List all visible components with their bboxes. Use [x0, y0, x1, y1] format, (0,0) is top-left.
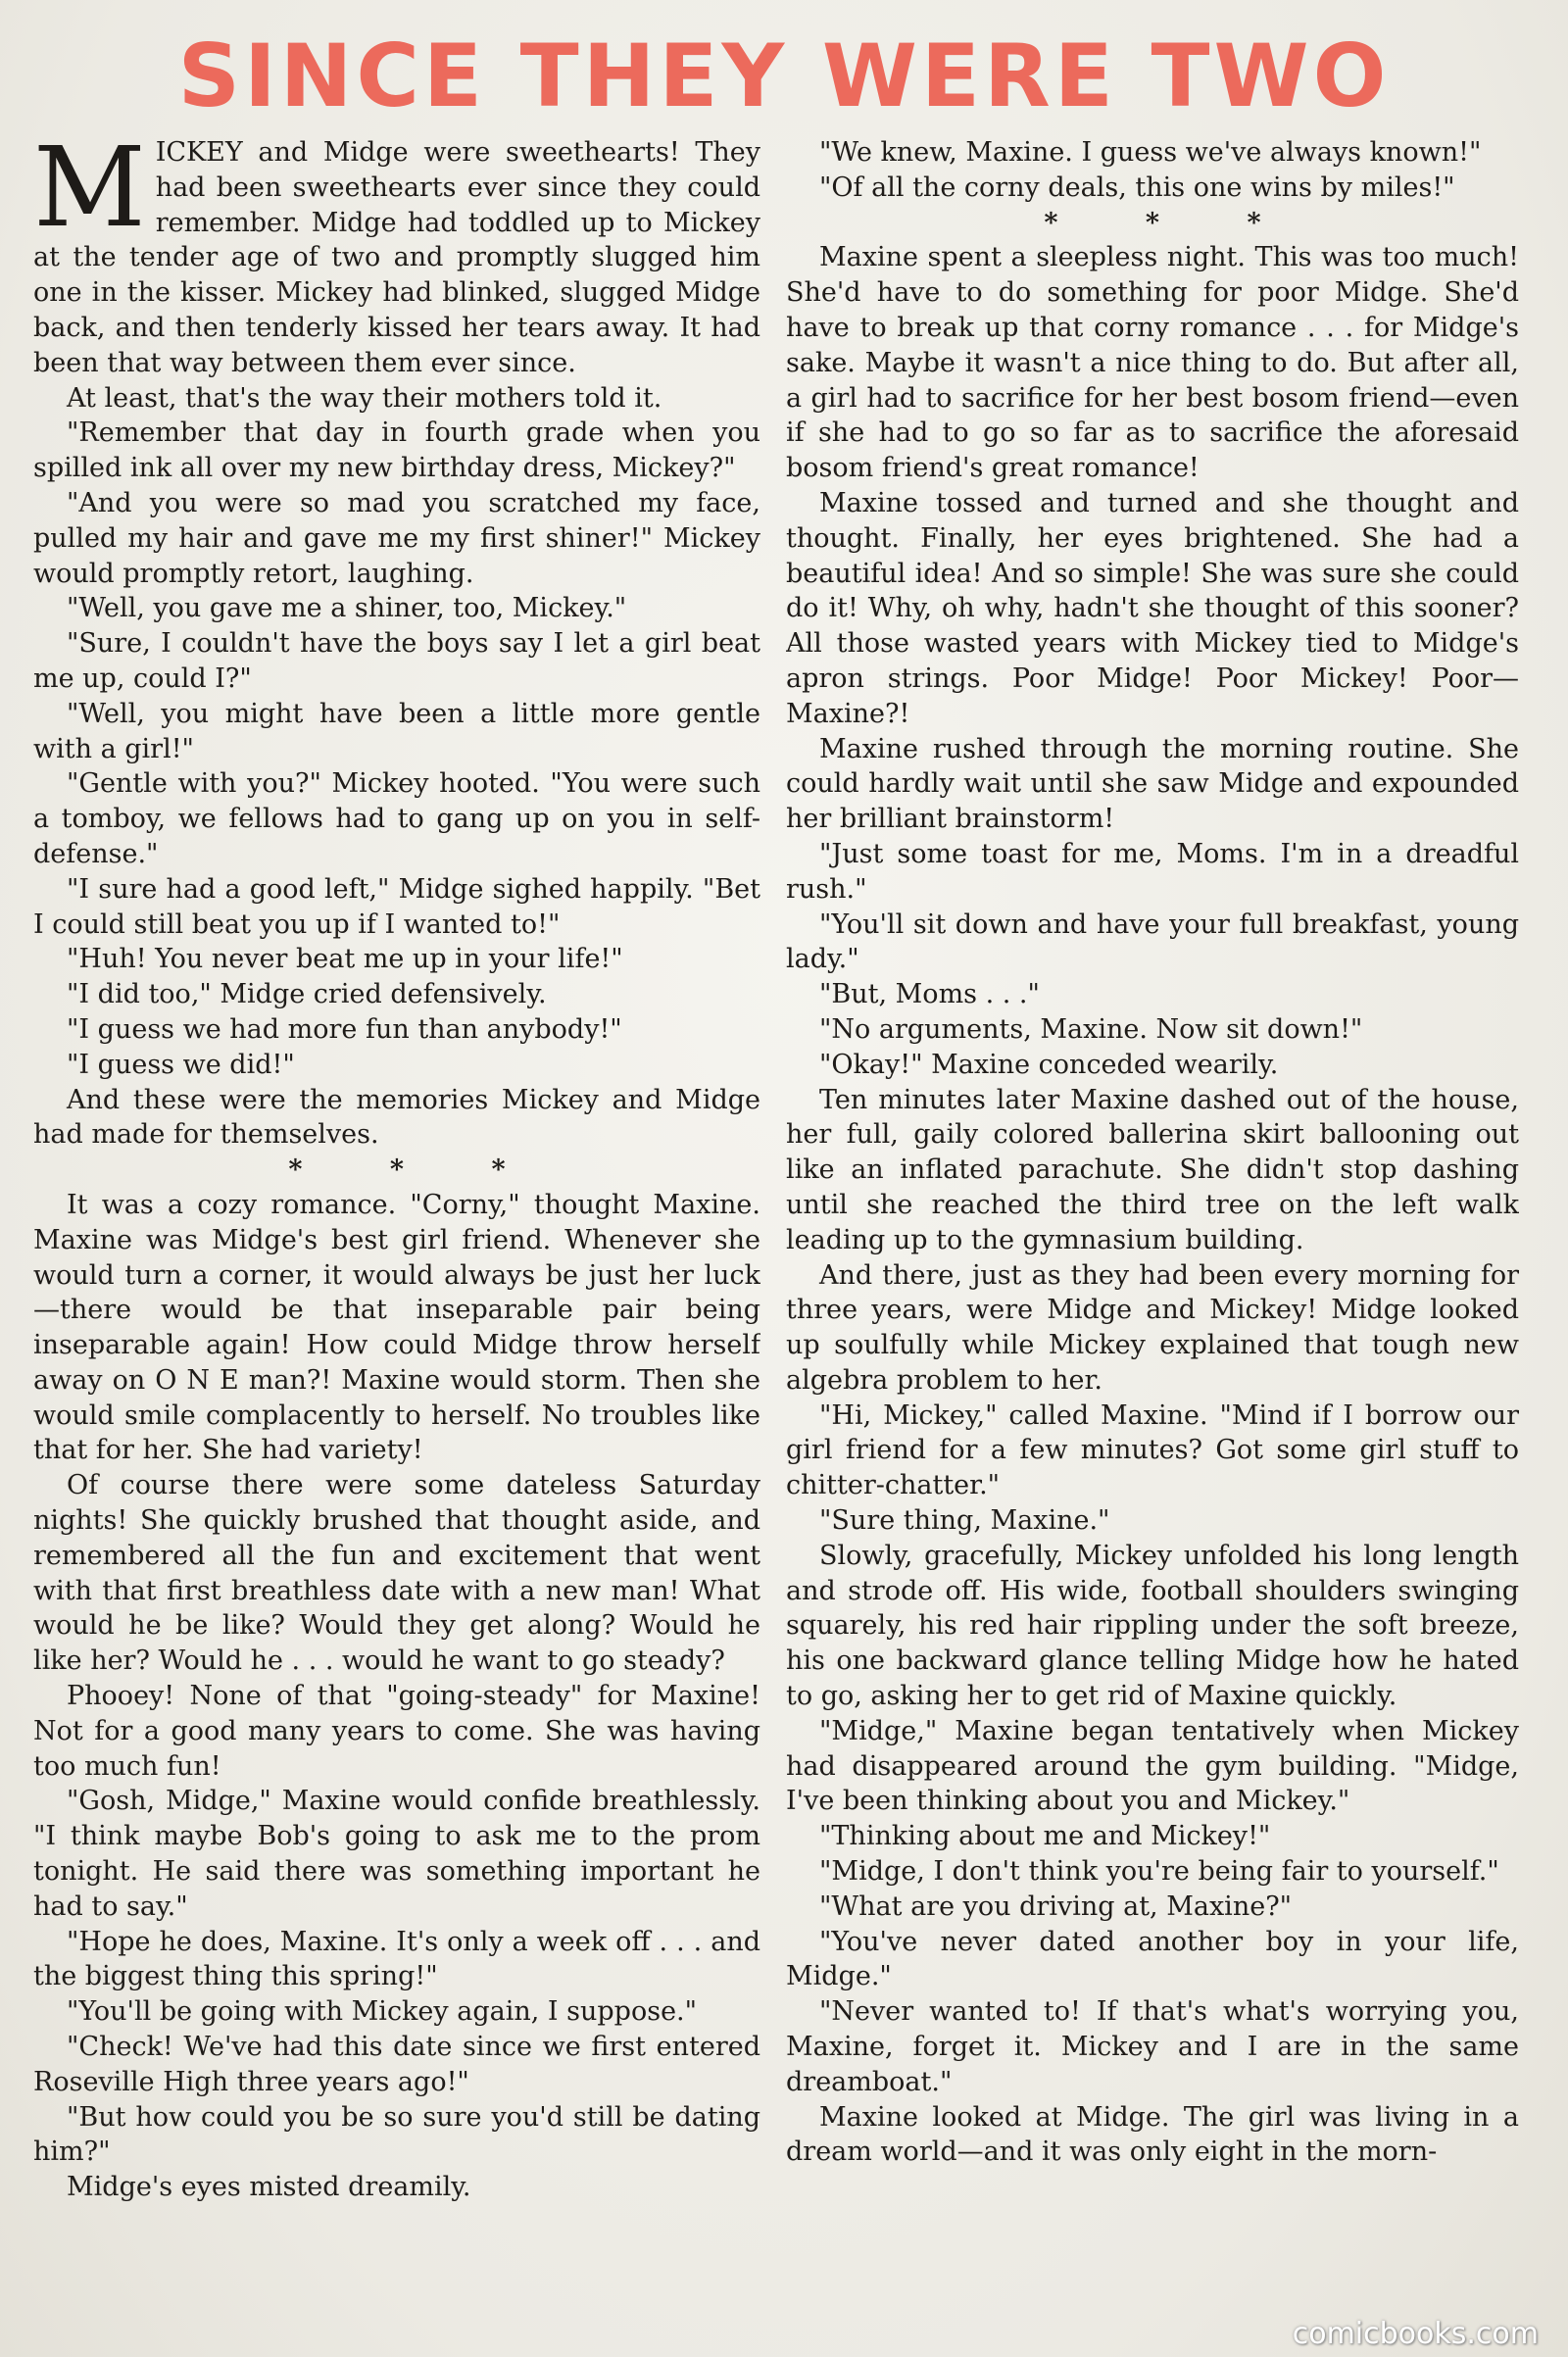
paragraph: "But how could you be so sure you'd still be dating him?" — [33, 2101, 760, 2168]
right-column — [786, 135, 1519, 2316]
first-paragraph-text: ICKEY and Midge were sweethearts! They had been sweethearts ever since they could remember. Midge had toddled up to Mickey at the tender age of two and promptly slugged him one in the kisser. Mickey had blinked, slugged Midge back, and then tenderly kissed her tears away. It had been that way between them ever since. — [33, 137, 760, 378]
section-separator: * * * — [288, 1154, 545, 1186]
paragraph: "Check! We've had this date since we first entered Roseville High three years ago!" — [33, 2032, 760, 2097]
paragraph: And there, just as they had been every morning for three years, were Midge and Mickey! Midge looked up soulfully while Mickey explained that tough new algebra problem to her. — [786, 1259, 1519, 1396]
paragraph: "Sure, I couldn't have the boys say I let a girl beat me up, could I?" — [33, 628, 760, 694]
paragraph: Maxine spent a sleepless night. This was too much! She'd have to do something for poor Midge. She'd have to break up that corny romance . . . for Midge's sake. Maybe it wasn't a nice thing to do. But after all, a girl had to sacrifice for her best bosom friend—even if she had to go so far as to sacrifice the aforesaid bosom friend's great romance! — [786, 242, 1519, 484]
first-paragraph — [33, 135, 760, 381]
section-separator: * * * — [1044, 207, 1300, 238]
paragraph: "Never wanted to! If that's what's worrying you, Maxine, forget it. Mickey and I are in the same dreamboat." — [786, 1996, 1519, 2097]
paragraph: "Sure thing, Maxine." — [819, 1505, 1110, 1537]
story-title: SINCE THEY WERE TWO — [177, 25, 1391, 126]
site-watermark: comicbooks.com — [1292, 2317, 1539, 2351]
paragraph: "And you were so mad you scratched my face, pulled my hair and gave me my first shiner!" Mickey would promptly retort, laughing. — [33, 487, 760, 589]
paragraph: Maxine tossed and turned and she thought and thought. Finally, her eyes brightened. She had a beautiful idea! And so simple! She was sure she could do it! Why, oh why, hadn't she thought of this sooner? All those wasted years with Mickey tied to Midge's apron strings. Poor Midge! Poor Mickey! Poor—Maxine?! — [786, 487, 1519, 729]
paragraph: "You'll be going with Mickey again, I suppose." — [67, 1996, 698, 2028]
paragraph: "I guess we had more fun than anybody!" — [67, 1013, 622, 1045]
paragraph: "You'll sit down and have your full breakfast, young lady." — [786, 908, 1519, 975]
paragraph: "Thinking about me and Mickey!" — [819, 1821, 1271, 1852]
paragraph: "I guess we did!" — [67, 1049, 295, 1080]
paragraph: "Remember that day in fourth grade when you spilled ink all over my new birthday dress, Mickey?" — [33, 417, 760, 484]
paragraph: Midge's eyes misted dreamily. — [67, 2172, 471, 2203]
paragraph: "We knew, Maxine. I guess we've always known!" — [819, 137, 1482, 168]
drop-cap: M — [33, 135, 146, 252]
paragraph: It was a cozy romance. "Corny," thought Maxine. Maxine was Midge's best girl friend. Whenever she would turn a corner, it would always be just her luck—there would be that inseparable pair being inseparable again! How could Midge throw herself away on O N E man?! Maxine would storm. Then she would smile complacently to herself. No troubles like that for her. She had variety! — [33, 1189, 760, 1466]
paragraph: "Midge, I don't think you're being fair to yourself." — [819, 1856, 1499, 1888]
paragraph: "Hi, Mickey," called Maxine. "Mind if I borrow our girl friend for a few minutes? Got some girl stuff to chitter-chatter." — [786, 1399, 1519, 1501]
paragraph: "Midge," Maxine began tentatively when Mickey had disappeared around the gym building. "Midge, I've been thinking about you and Mickey." — [786, 1715, 1519, 1817]
paragraph: "Of all the corny deals, this one wins by miles!" — [819, 172, 1455, 203]
paragraph: Of course there were some dateless Saturday nights! She quickly brushed that thought aside, and remembered all the fun and excitement that went with that first breathless date with a new man! What would he be like? Would they get along? Would he like her? Would he . . . would he want to go steady? — [33, 1470, 760, 1677]
paragraph: "Hope he does, Maxine. It's only a week off . . . and the biggest thing this spring!" — [33, 1926, 760, 1992]
paragraph: "I sure had a good left," Midge sighed happily. "Bet I could still beat you up if I wanted to!" — [33, 873, 760, 940]
paragraph: Maxine looked at Midge. The girl was living in a dream world—and it was only eight in the morn- — [786, 2101, 1519, 2168]
paragraph: "Gosh, Midge," Maxine would confide breathlessly. "I think maybe Bob's going to ask me to the prom tonight. He said there was something important he had to say." — [33, 1786, 760, 1922]
paragraph: "Well, you might have been a little more gentle with a girl!" — [33, 698, 760, 764]
paragraph: "But, Moms . . ." — [819, 979, 1040, 1010]
paragraph: At least, that's the way their mothers told it. — [67, 382, 662, 414]
paragraph: "You've never dated another boy in your life, Midge." — [786, 1926, 1519, 1992]
paragraph: Phooey! None of that "going-steady" for Maxine! Not for a good many years to come. She was having too much fun! — [33, 1681, 760, 1782]
paragraph: "No arguments, Maxine. Now sit down!" — [819, 1013, 1363, 1045]
paragraph: And these were the memories Mickey and Midge had made for themselves. — [33, 1084, 760, 1151]
paragraph: Ten minutes later Maxine dashed out of the house, her full, gaily colored ballerina skirt ballooning out like an inflated parachute. She didn't stop dashing until she reached the third tree on the left walk leading up to the gymnasium building. — [786, 1084, 1519, 1255]
paragraph: Maxine rushed through the morning routine. She could hardly wait until she saw Midge and expounded her brilliant brainstorm! — [786, 733, 1519, 835]
left-column — [33, 135, 760, 2316]
paragraph: "Okay!" Maxine conceded wearily. — [819, 1049, 1279, 1080]
paragraph: "I did too," Midge cried defensively. — [67, 979, 547, 1010]
paragraph: "Gentle with you?" Mickey hooted. "You were such a tomboy, we fellows had to gang up on you in self-defense." — [33, 768, 760, 869]
paragraph: "Huh! You never beat me up in your life!" — [67, 944, 623, 975]
paragraph: "Just some toast for me, Moms. I'm in a dreadful rush." — [786, 838, 1519, 905]
paragraph: "What are you driving at, Maxine?" — [819, 1891, 1293, 1922]
paragraph: Slowly, gracefully, Mickey unfolded his long length and strode off. His wide, football shoulders swinging squarely, his red hair rippling under the soft breeze, his one backward glance telling Midge how he hated to go, asking her to get rid of Maxine quickly. — [786, 1540, 1519, 1712]
paragraph: "Well, you gave me a shiner, too, Mickey." — [67, 593, 627, 624]
